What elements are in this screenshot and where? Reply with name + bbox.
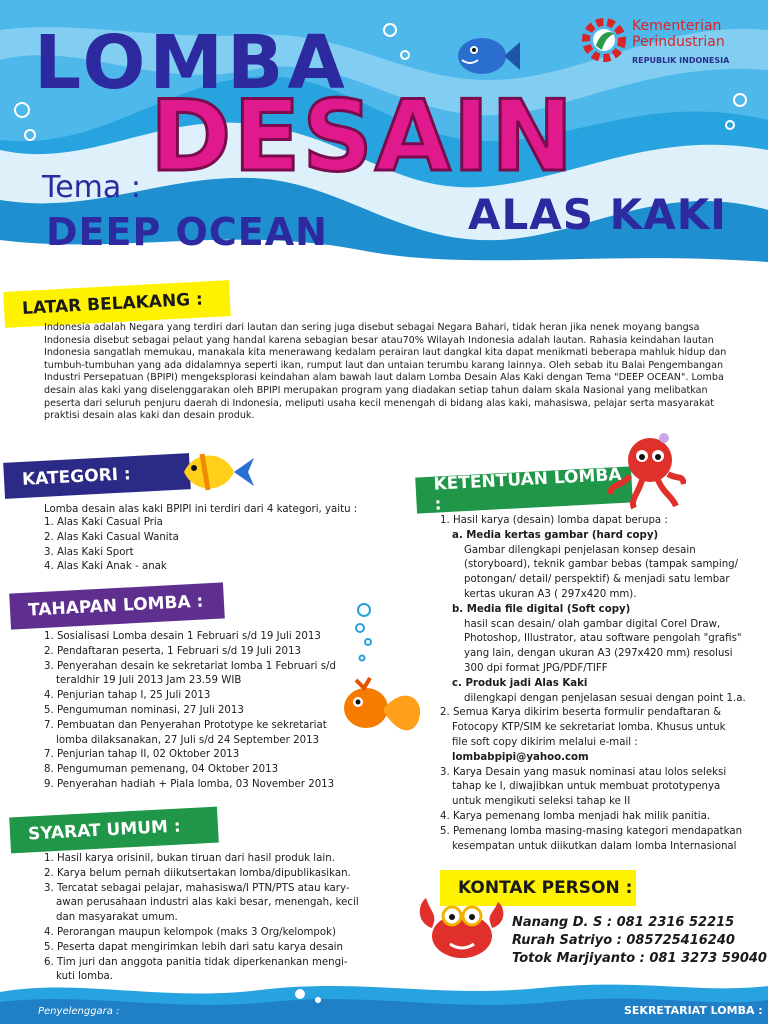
ministry-logo-block <box>580 16 765 76</box>
syarat-item: dan masyarakat umum. <box>56 912 178 924</box>
syarat-item: 6. Tim juri dan anggota panitia tidak diperkenankan mengi- <box>44 956 348 968</box>
ketentuan-item: hasil scan desain/ olah gambar digital Corel Draw, <box>464 618 721 630</box>
bubbles-icon <box>350 600 380 670</box>
kontak-person-heading: KONTAK PERSON : <box>440 870 636 906</box>
kontak-list <box>512 914 767 968</box>
kategori-heading: KATEGORI : <box>3 453 191 499</box>
syarat-item: 3. Tercatat sebagai pelajar, mahasiswa/I PTN/PTS atau kary- <box>44 882 350 894</box>
ketentuan-item: kertas ukuran A3 ( 297x420 mm). <box>464 588 637 600</box>
ketentuan-item: untuk mengikuti seleksi tahap ke II <box>452 796 631 808</box>
tema-label: Tema : <box>42 170 141 205</box>
ketentuan-email: lombabpipi@yahoo.com <box>452 751 589 763</box>
syarat-umum-heading: SYARAT UMUM : <box>9 807 219 854</box>
ketentuan-item: Photoshop, Illustrator, atau software pengolah "grafis" <box>464 633 742 645</box>
ketentuan-item: 4. Karya pemenang lomba menjadi hak milik panitia. <box>440 810 711 822</box>
kategori-list <box>44 516 384 575</box>
latar-belakang-heading: LATAR BELAKANG : <box>3 280 231 328</box>
yellow-fish-icon <box>176 446 256 498</box>
ketentuan-item: 300 dpi format JPG/PDF/TIFF <box>464 662 608 674</box>
ketentuan-item: b. Media file digital (Soft copy) <box>452 603 631 615</box>
tahapan-lomba-heading: TAHAPAN LOMBA : <box>9 582 225 629</box>
kontak-item: Rurah Satriyo : 085725416240 <box>512 933 735 948</box>
ministry-name-line1: Kementerian <box>632 18 722 34</box>
kontak-item: Nanang D. S : 081 2316 52215 <box>512 915 735 930</box>
title-lomba: LOMBA <box>34 20 349 106</box>
ketentuan-item: Fotocopy KTP/SIM ke sekretariat lomba. Khusus untuk <box>452 722 726 734</box>
tahapan-item: 5. Pengumuman nominasi, 27 Juli 2013 <box>44 704 244 716</box>
ketentuan-item: 5. Pemenang lomba masing-masing kategori mendapatkan <box>440 825 743 837</box>
tahapan-item: 7. Penjurian tahap II, 02 Oktober 2013 <box>44 749 240 761</box>
tahapan-item: teraldhir 19 Juli 2013 Jam 23.59 WIB <box>56 675 242 687</box>
tahapan-item: 7. Pembuatan dan Penyerahan Prototype ke sekretariat <box>44 719 327 731</box>
ketentuan-item: 2. Semua Karya dikirim beserta formulir pendaftaran & <box>440 707 722 719</box>
ketentuan-lomba-heading: KETENTUAN LOMBA : <box>415 466 633 513</box>
tahapan-item: 1. Sosialisasi Lomba desain 1 Februari s/d 19 Juli 2013 <box>44 631 321 642</box>
ketentuan-item: kesempatan untuk diikutkan dalam lomba Internasional <box>452 840 737 852</box>
ministry-name-line2: Perindustrian <box>632 34 725 50</box>
gear-logo-icon <box>580 16 628 64</box>
kategori-item: 4. Alas Kaki Anak - anak <box>44 561 167 573</box>
tahapan-item: 4. Penjurian tahap I, 25 Juli 2013 <box>44 690 211 702</box>
syarat-item: awan perusahaan industri alas kaki besar, menengah, kecil <box>56 897 359 909</box>
ketentuan-item: tahap ke I, diwajibkan untuk membuat prototypenya <box>452 781 721 793</box>
ketentuan-item: potongan/ detail/ perspektif) & menjadi satu lembar <box>464 574 730 586</box>
red-octopus-icon <box>606 430 686 510</box>
footer-sekretariat: SEKRETARIAT LOMBA : <box>624 1004 763 1017</box>
goldfish-icon <box>336 670 422 750</box>
ketentuan-item: yang lain, dengan ukuran A3 (297x420 mm) resolusi <box>464 648 733 660</box>
kategori-intro: Lomba desain alas kaki BPIPI ini terdiri dari 4 kategori, yaitu : <box>44 504 358 515</box>
syarat-list <box>44 852 390 985</box>
tahapan-item: 3. Penyerahan desain ke sekretariat lomba 1 Februari s/d <box>44 660 336 672</box>
tahapan-item: lomba dilaksanakan, 27 Juli s/d 24 September 2013 <box>56 734 320 746</box>
syarat-item: 1. Hasil karya orisinil, bukan tiruan dari hasil produk lain. <box>44 853 335 864</box>
ketentuan-item: 3. Karya Desain yang masuk nominasi atau lolos seleksi <box>440 766 727 778</box>
kategori-item: 2. Alas Kaki Casual Wanita <box>44 531 179 543</box>
kontak-item: Totok Marjiyanto : 081 3273 59040 <box>512 951 767 966</box>
tahapan-item: 9. Penyerahan hadiah + Piala lomba, 03 November 2013 <box>44 778 335 790</box>
syarat-item: 4. Perorangan maupun kelompok (maks 3 Org/kelompok) <box>44 926 336 938</box>
latar-belakang-text: Indonesia adalah Negara yang terdiri dari lautan dan sering juga disebut sebagai Negara Bahari, tidak heran jika nenek moyang bangsa Indonesia disebut sebagai pelaut yang handal karena sebagian besar atau70% Wilayah Indonesia adalah lautan. Rahasia keindahan lautan Indonesia sangatlah memukau, manakala kita menerawang kedalam perairan laut dangkal kita dapat menikmati beberapa mahluk hidup dan tumbuh-tumbuhan yang ada didalamnya seperti ikan, rumput laut dan untaian terumbu karang lainnya. Oleh sebab itu Balai Pengembangan Industri Persepatuan (BPIPI) mengeksplorasi keindahan alam bawah laut dalam Lomba Desain Alas Kaki dengan Tema "DEEP OCEAN". Lomba desain alas kaki yang diselenggarakan oleh BPIPI merupakan program yang diadakan setiap tahun dalam skala Nasional yang melibatkan peserta dari seluruh penjuru daerah di Indonesia, meliputi usaha kecil menengah di bidang alas kaki, mahasiswa, pelajar serta masyarakat praktisi desain alas kaki dan desain produk. <box>44 322 727 422</box>
ketentuan-list <box>440 514 760 854</box>
tahapan-item: 2. Pendaftaran peserta, 1 Februari s/d 19 Juli 2013 <box>44 645 301 657</box>
tahapan-list <box>44 630 354 793</box>
subtitle-alas-kaki: ALAS KAKI <box>468 190 727 239</box>
syarat-item: 5. Peserta dapat mengirimkan lebih dari satu karya desain <box>44 941 343 953</box>
ketentuan-item: file soft copy dikirim melalui e-mail : <box>452 736 638 748</box>
ketentuan-item: c. Produk jadi Alas Kaki <box>452 677 588 689</box>
tema-value: DEEP OCEAN <box>46 210 328 254</box>
blue-fish-icon <box>448 28 520 84</box>
ketentuan-item: 1. Hasil karya (desain) lomba dapat berupa : <box>440 515 668 526</box>
syarat-item: kuti lomba. <box>56 971 114 983</box>
ketentuan-item: Gambar dilengkapi penjelasan konsep desain <box>464 544 696 556</box>
footer-penyelenggara: Penyelenggara : <box>38 1006 120 1017</box>
ministry-name <box>632 18 725 50</box>
ministry-subtitle: REPUBLIK INDONESIA <box>632 56 730 65</box>
kategori-item: 3. Alas Kaki Sport <box>44 546 134 558</box>
ketentuan-item: (storyboard), teknik gambar bebas (tampak samping/ <box>464 559 739 571</box>
ketentuan-item: a. Media kertas gambar (hard copy) <box>452 529 659 541</box>
ketentuan-item: dilengkapi dengan penjelasan sesuai dengan point 1.a. <box>464 692 746 704</box>
syarat-item: 2. Karya belum pernah diikutsertakan lomba/dipublikasikan. <box>44 867 351 879</box>
title-desain: DESAIN <box>150 80 576 194</box>
red-crab-icon <box>412 884 508 968</box>
kategori-item: 1. Alas Kaki Casual Pria <box>44 517 163 528</box>
tahapan-item: 8. Pengumuman pemenang, 04 Oktober 2013 <box>44 764 279 776</box>
